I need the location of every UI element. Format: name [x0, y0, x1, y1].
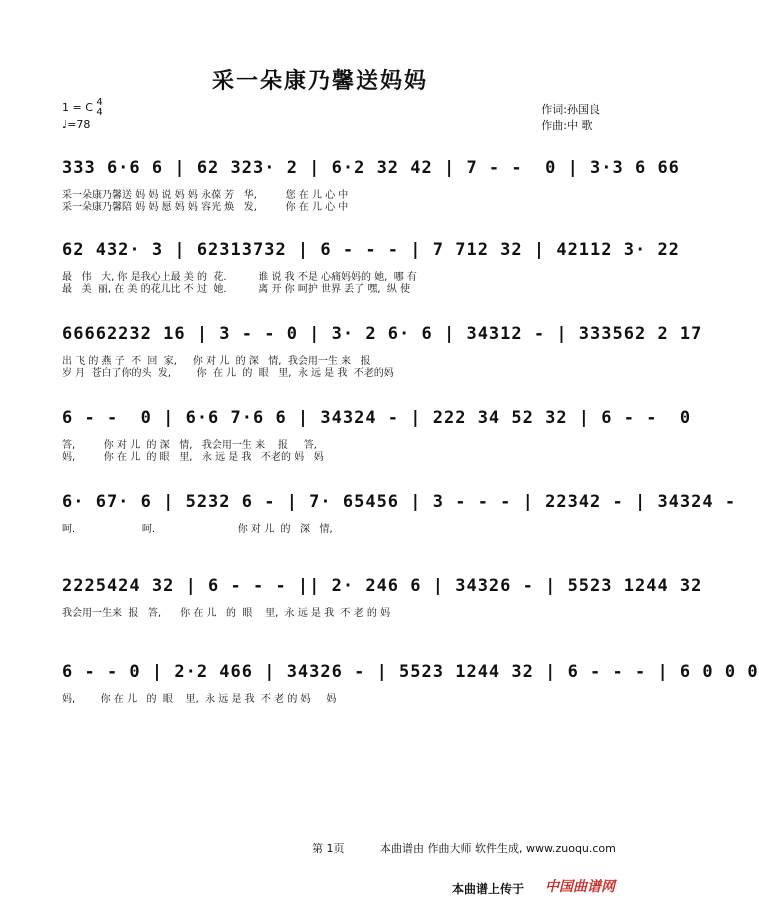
lyric-line-1: 我会用一生来 报 答, 你 在 儿 的 眼 里, 永 远 是 我 不 老 的 妈: [62, 608, 391, 619]
key-signature: [62, 98, 103, 132]
lyricist: 作词:孙国良: [541, 103, 600, 116]
notation-line: 6 - - 0 | 2·2 466 | 34326 - | 5523 1244 32 | 6 - - - | 6 0 0 0: [62, 662, 759, 682]
lyric-line-2: 岁 月 苍白了你的头 发, 你 在 儿 的 眼 里, 永 远 是 我 不老的妈: [62, 368, 394, 379]
key-prefix: 1 = C: [62, 101, 93, 114]
lyric-line-1: 采一朵康乃馨送 妈 妈 说 妈 妈 永葆 芳 华, 您 在 儿 心 中: [62, 190, 349, 201]
notation-line: 333 6·6 6 | 62 323· 2 | 6·2 32 42 | 7 - - 0 | 3·3 6 66: [62, 158, 680, 178]
software-credit: 本曲谱由 作曲大师 软件生成, www.zuoqu.com: [380, 842, 616, 855]
meter-bottom: 4: [96, 107, 103, 118]
time-signature: [96, 98, 102, 118]
lyric-line-2: 采一朵康乃馨陪 妈 妈 愿 妈 妈 容光 焕 发, 你 在 儿 心 中: [62, 202, 349, 213]
page-number: 第 1页: [312, 842, 345, 855]
lyric-line-1: 妈, 你 在 儿 的 眼 里, 永 远 是 我 不 老 的 妈 妈: [62, 694, 337, 705]
notation-line: 6· 67· 6 | 5232 6 - | 7· 65456 | 3 - - - | 22342 - | 34324 -: [62, 492, 737, 512]
notation-line: 62 432· 3 | 62313732 | 6 - - - | 7 712 32 | 42112 3· 22: [62, 240, 680, 260]
lyric-line-1: 答, 你 对 儿 的 深 情, 我会用一生 来 报 答,: [62, 440, 317, 451]
lyric-line-1: 呵. 呵. 你 对 儿 的 深 情,: [62, 524, 333, 535]
credits: [541, 102, 600, 134]
lyric-line-1: 最 伟 大, 你 是我心上最 美 的 花. 谁 说 我 不是 心痛妈妈的 她, 哪 有: [62, 272, 417, 283]
composer: 作曲:中 歌: [541, 119, 593, 132]
lyric-line-2: 妈, 你 在 儿 的 眼 里, 永 远 是 我 不老的 妈 妈: [62, 452, 324, 463]
site-logo: 中国曲谱网: [545, 879, 615, 895]
tempo-marking: ♩=78: [62, 118, 91, 131]
notation-line: 2225424 32 | 6 - - - || 2· 246 6 | 34326 - | 5523 1244 32: [62, 576, 703, 596]
song-title: 采一朵康乃馨送妈妈: [211, 69, 428, 94]
lyric-line-2: 最 美 丽, 在 美 的花儿比 不 过 她. 离 开 你 呵护 世界 丢了 嘿, 纵 使: [62, 284, 411, 295]
notation-line: 6 - - 0 | 6·6 7·6 6 | 34324 - | 222 34 52 32 | 6 - - 0: [62, 408, 692, 428]
upload-note: 本曲谱上传于: [452, 882, 525, 896]
meter-top: 4: [96, 97, 103, 108]
lyric-line-1: 出 飞 的 燕 子 不 回 家, 你 对 儿 的 深 情, 我会用一生 来 报: [62, 356, 371, 367]
notation-line: 66662232 16 | 3 - - 0 | 3· 2 6· 6 | 34312 - | 333562 2 17: [62, 324, 703, 344]
